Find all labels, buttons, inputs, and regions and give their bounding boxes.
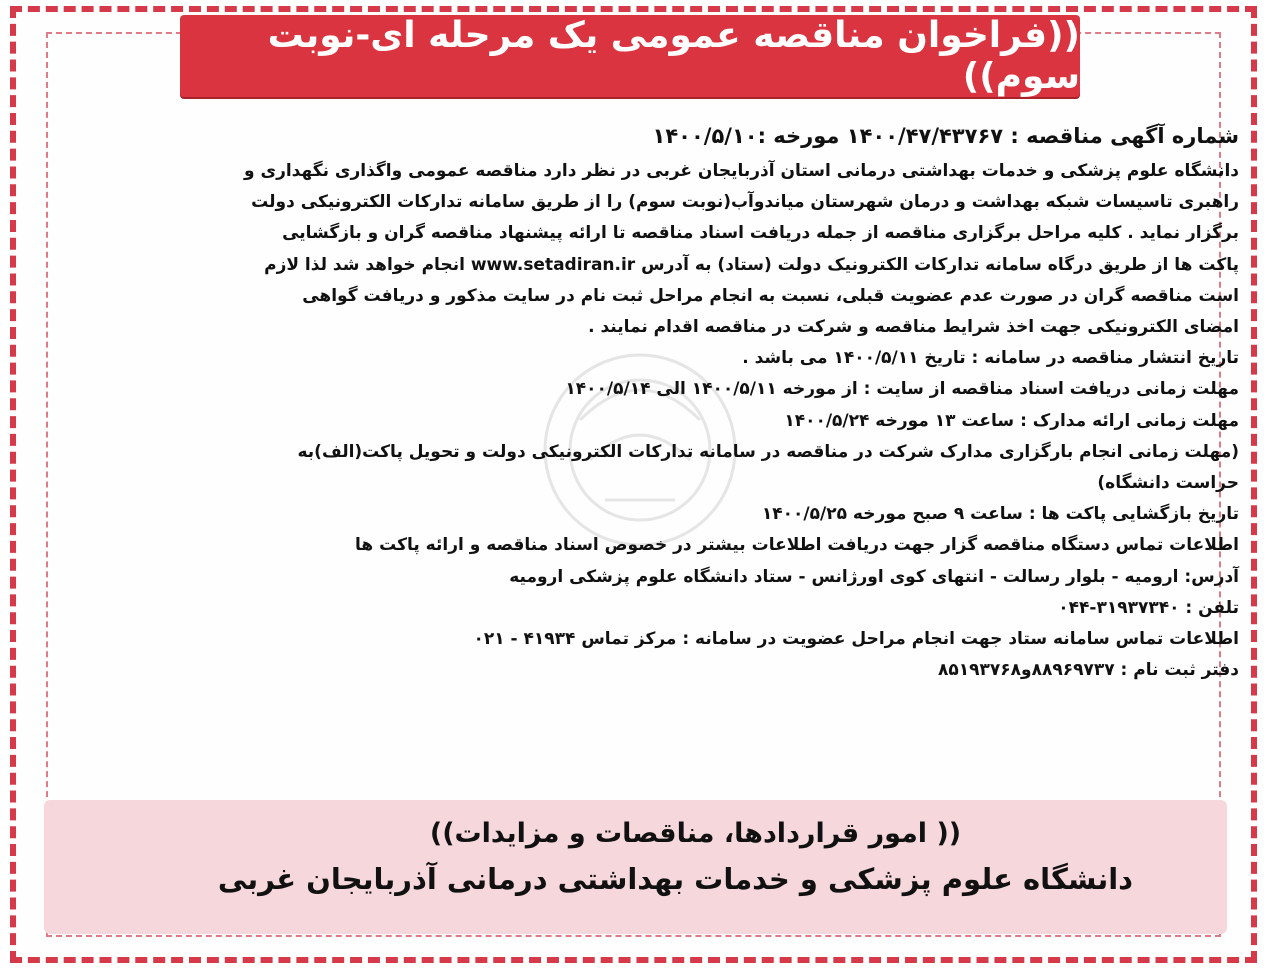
ad-footer (44, 800, 1227, 934)
footer-department: (( امور قراردادها، مناقصات و مزایدات)) (429, 818, 962, 849)
tender-number-heading: شماره آگهی مناقصه : ۱۴۰۰/۴۷/۴۳۷۶۷ مورخه :۱۴۰۰/۵/۱۰ (652, 124, 1239, 148)
document-deadline: مهلت زمانی دریافت اسناد مناقصه از سایت : از مورخه ۱۴۰۰/۵/۱۱ الی ۱۴۰۰/۵/۱۴ (565, 379, 1239, 400)
note-line: (مهلت زمانی انجام بارگزاری مدارک شرکت در مناقصه در سامانه تدارکات الکترونیکی دولت و تحویل پاکت(الف)به (297, 441, 1239, 462)
paragraph-line: امضای الکترونیکی جهت اخذ شرایط مناقصه و شرکت در مناقصه اقدام نمایند . (588, 317, 1239, 338)
footer-university: دانشگاه علوم پزشکی و خدمات بهداشتی درمانی آذربایجان غربی (217, 862, 1134, 896)
note-line: حراست دانشگاه) (1097, 473, 1239, 494)
contact-info: اطلاعات تماس دستگاه مناقصه گزار جهت دریافت اطلاعات بیشتر در خصوص اسناد مناقصه و ارائه پاکت ها (355, 535, 1239, 556)
paragraph-line: راهبری تاسیسات شبکه بهداشت و درمان شهرستان میاندوآب(نوبت سوم) را از طریق سامانه تدارکات الکترونیکی دولت (251, 192, 1239, 213)
setad-contact: اطلاعات تماس سامانه ستاد جهت انجام مراحل عضویت در سامانه : مرکز تماس ۴۱۹۳۴ - ۰۲۱ (473, 629, 1239, 650)
opening-date: تاریخ بازگشایی پاکت ها : ساعت ۹ صبح مورخه ۱۴۰۰/۵/۲۵ (761, 504, 1239, 525)
registry-office: دفتر ثبت نام : ۸۸۹۶۹۷۳۷و۸۵۱۹۳۷۶۸ (938, 660, 1239, 681)
ad-title-banner (180, 15, 1080, 97)
description-paragraph (40, 156, 1239, 343)
ad-title: ((فراخوان مناقصه عمومی یک مرحله ای-نوبت سوم)) (267, 15, 1080, 97)
ad-body (40, 118, 1239, 686)
address: آدرس: ارومیه - بلوار رسالت - انتهای کوی اورژانس - ستاد دانشگاه علوم پزشکی ارومیه (509, 566, 1239, 587)
submission-deadline: مهلت زمانی ارائه مدارک : ساعت ۱۳ مورخه ۱۴۰۰/۵/۲۴ (784, 410, 1239, 431)
paragraph-line: پاکت ها از طریق درگاه سامانه تدارکات الکترونیک دولت (ستاد) به آدرس www.setadiran.ir انجام خواهد شد لذا لازم (264, 254, 1239, 275)
paragraph-line: است مناقصه گران در صورت عدم عضویت قبلی، نسبت به انجام مراحل ثبت نام در سایت مذکور و دریافت گواهی (302, 285, 1239, 306)
paragraph-line: دانشگاه علوم پزشکی و خدمات بهداشتی درمانی استان آذربایجان غربی در نظر دارد مناقصه عمومی واگذاری نگهداری و (244, 161, 1239, 181)
publish-date: تاریخ انتشار مناقصه در سامانه : تاریخ ۱۴۰۰/۵/۱۱ می باشد . (742, 348, 1239, 369)
phone: تلفن : ۳۱۹۳۷۳۴۰-۰۴۴ (1058, 597, 1239, 618)
paragraph-line: برگزار نماید . کلیه مراحل برگزاری مناقصه از جمله دریافت اسناد مناقصه تا ارائه پیشنهاد مناقصه گران و بازگشایی (282, 223, 1239, 244)
